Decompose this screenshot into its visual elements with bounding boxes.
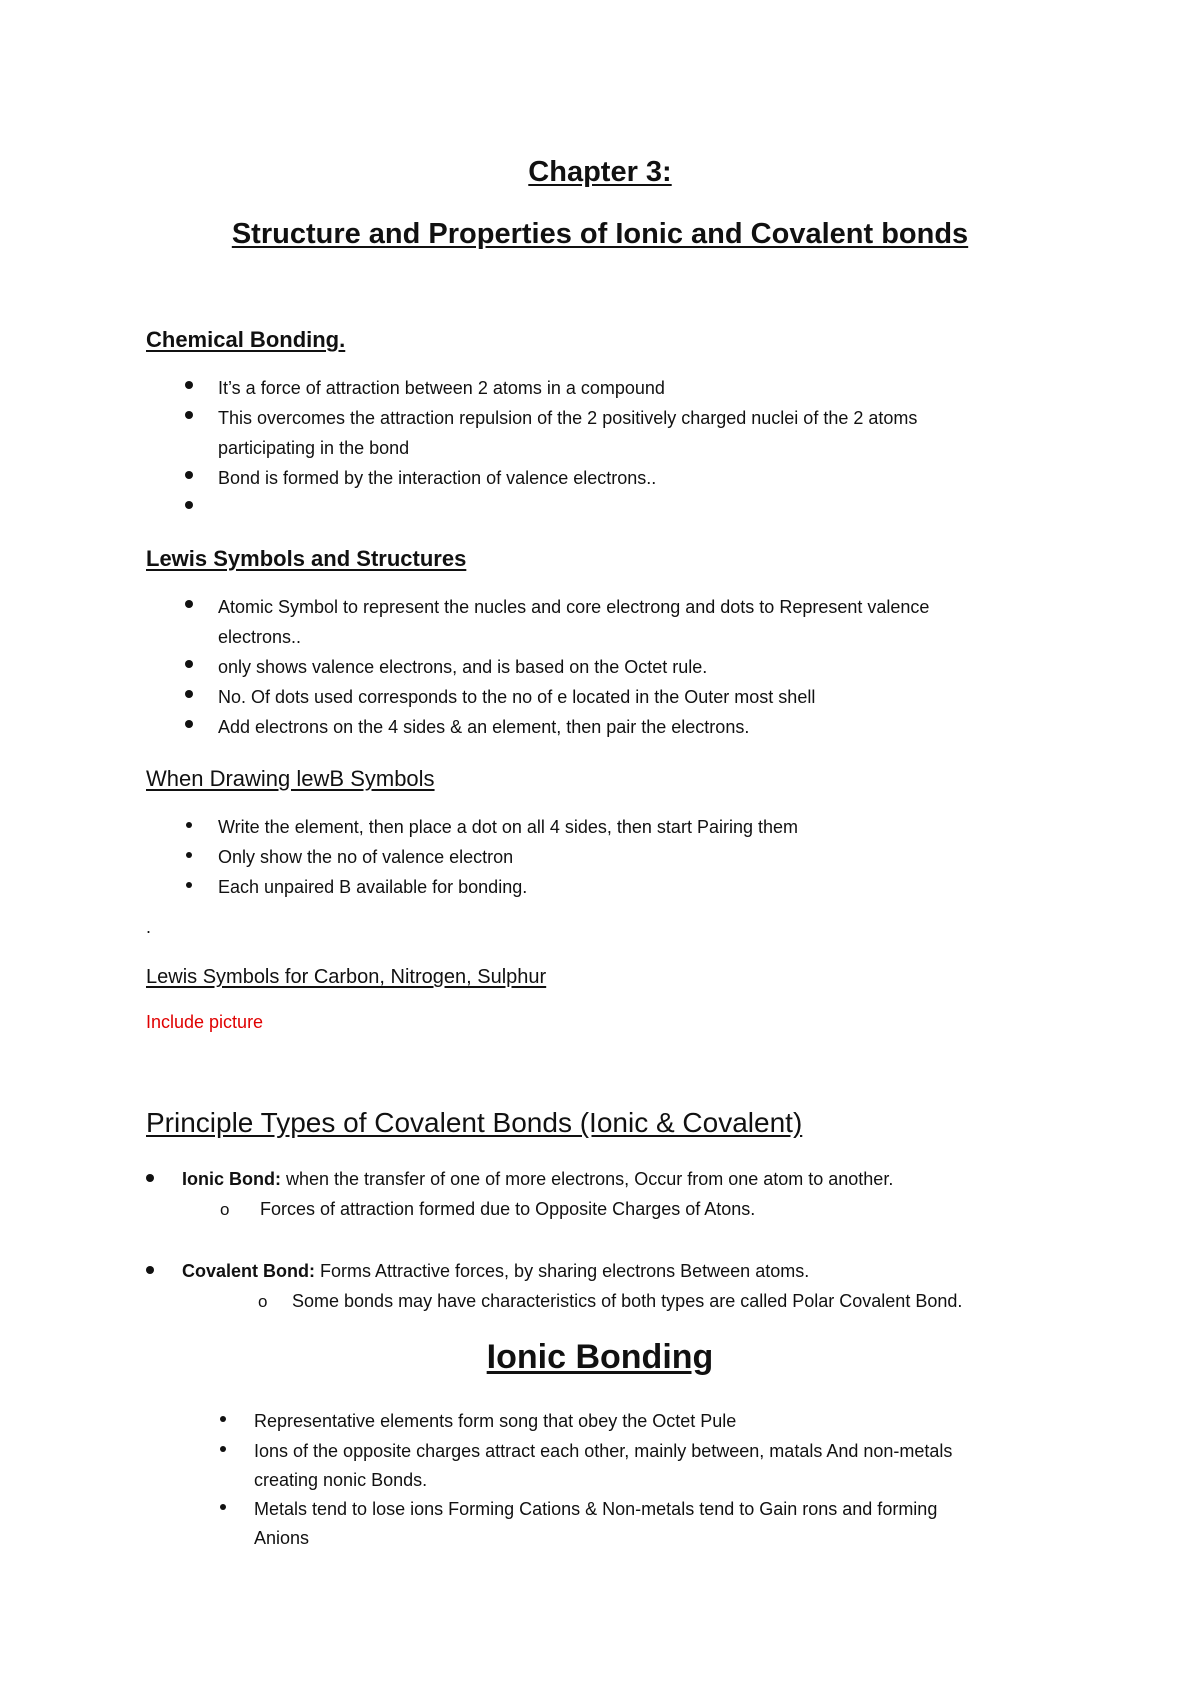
covalent-bond-subitem: Some bonds may have characteristics of both types are called Polar Covalent Bond. xyxy=(292,1291,963,1311)
ionic-bond-text: when the transfer of one of more electrons, Occur from one atom to another. xyxy=(286,1169,894,1189)
sub-bullet-icon: o xyxy=(220,1200,230,1219)
bullet-icon xyxy=(186,882,192,888)
list-item-continuation: creating nonic Bonds. xyxy=(254,1470,428,1490)
bullet-icon xyxy=(185,501,193,509)
section-heading-chemical-bonding: Chemical Bonding. xyxy=(146,327,346,352)
list-item: Only show the no of valence electron xyxy=(218,847,514,867)
list-item: Each unpaired B available for bonding. xyxy=(218,877,528,897)
stray-dot: . xyxy=(146,917,152,937)
bullet-icon xyxy=(185,411,193,419)
bullet-icon xyxy=(185,720,193,728)
ionic-bond-term: Ionic Bond: xyxy=(182,1169,281,1189)
sub-bullet-icon: o xyxy=(258,1292,268,1311)
covalent-bond-term: Covalent Bond: xyxy=(182,1261,315,1281)
list-item: This overcomes the attraction repulsion of the 2 positively charged nuclei of the 2 atoms xyxy=(218,408,918,428)
section-heading-principle-types: Principle Types of Covalent Bonds (Ionic & Covalent) xyxy=(146,1107,803,1138)
include-picture-note: Include picture xyxy=(146,1012,264,1032)
section-heading-lewis-symbols: Lewis Symbols and Structures xyxy=(146,546,467,571)
covalent-bond-item xyxy=(182,1262,809,1280)
list-item: Atomic Symbol to represent the nucles and core electrong and dots to Represent valence xyxy=(218,597,930,617)
bullet-icon xyxy=(185,471,193,479)
list-item: Write the element, then place a dot on all 4 sides, then start Pairing them xyxy=(218,817,798,837)
list-item: Add electrons on the 4 sides & an element, then pair the electrons. xyxy=(218,717,750,737)
ionic-bond-item xyxy=(182,1170,893,1188)
chapter-title: Chapter 3: xyxy=(528,156,672,188)
bullet-icon xyxy=(146,1266,154,1274)
list-item: No. Of dots used corresponds to the no of e located in the Outer most shell xyxy=(218,687,816,707)
bullet-icon xyxy=(186,852,192,858)
covalent-bond-text: Forms Attractive forces, by sharing electrons Between atoms. xyxy=(320,1261,810,1281)
ionic-bond-subitem: Forces of attraction formed due to Opposite Charges of Atons. xyxy=(260,1199,756,1219)
bullet-icon xyxy=(220,1446,226,1452)
list-item: It’s a force of attraction between 2 atoms in a compound xyxy=(218,378,665,398)
list-item: Bond is formed by the interaction of valence electrons.. xyxy=(218,468,657,488)
bullet-icon xyxy=(186,822,192,828)
bullet-icon xyxy=(220,1504,226,1510)
chapter-subtitle: Structure and Properties of Ionic and Covalent bonds xyxy=(231,218,969,250)
list-item: Representative elements form song that obey the Octet Pule xyxy=(254,1411,737,1431)
list-item: only shows valence electrons, and is based on the Octet rule. xyxy=(218,657,708,677)
section-heading-ionic-bonding: Ionic Bonding xyxy=(486,1338,714,1376)
list-item-continuation: electrons.. xyxy=(218,627,302,647)
bullet-icon xyxy=(220,1416,226,1422)
bullet-icon xyxy=(185,381,193,389)
bullet-icon xyxy=(185,690,193,698)
bullet-icon xyxy=(185,660,193,668)
bullet-icon xyxy=(146,1174,154,1182)
section-heading-drawing-lewis: When Drawing lewB Symbols xyxy=(146,766,435,791)
section-heading-lewis-examples: Lewis Symbols for Carbon, Nitrogen, Sulphur xyxy=(146,966,547,988)
bullet-icon xyxy=(185,600,193,608)
list-item-continuation: participating in the bond xyxy=(218,438,410,458)
list-item: Metals tend to lose ions Forming Cations & Non-metals tend to Gain rons and forming xyxy=(254,1499,938,1519)
list-item-continuation: Anions xyxy=(254,1528,310,1548)
list-item: Ions of the opposite charges attract each other, mainly between, matals And non-metals xyxy=(254,1441,953,1461)
